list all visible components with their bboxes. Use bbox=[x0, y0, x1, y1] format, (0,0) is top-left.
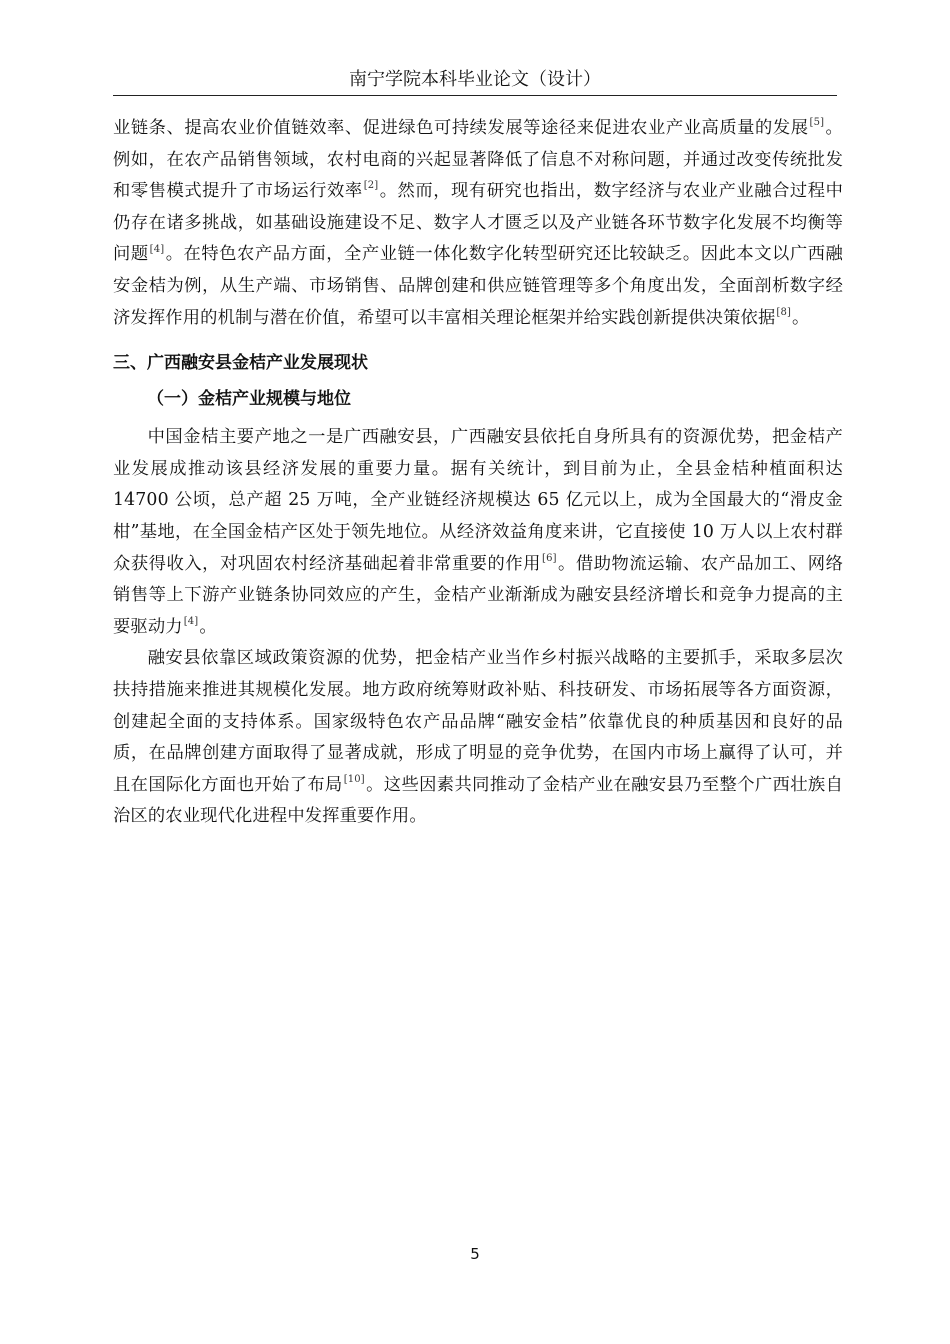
body-paragraph bbox=[113, 643, 843, 833]
paragraph-text: 中国金桔主要产地之一是广西融安县，广西融安县依托自身所具有的资源优势，把金桔产业发展成推动该县经济发展的重要力量。据有关统计，到目前为止，全县金桔种植面积达 14700 公顷，总产超 25 万吨，全产业链经济规模达 65 亿元以上，成为全国最大的“滑皮金柑”基地，在全国金桔产区处于领先地位。从经济效益角度来讲，它直接使 10 万人以上农村群众获得收入，对巩固农村经济基础起着非常重要的作用 bbox=[113, 427, 843, 574]
paragraph-text: 业链条、提高农业价值链效率、促进绿色可持续发展等途径来促进农业产业高质量的发展 bbox=[113, 118, 809, 138]
page-body bbox=[113, 113, 843, 833]
body-paragraph bbox=[113, 113, 843, 334]
citation-marker: [2] bbox=[363, 180, 379, 192]
section-heading: 三、广西融安县金桔产业发展现状 bbox=[113, 353, 368, 374]
citation-marker: [10] bbox=[343, 773, 365, 785]
running-header: 南宁学院本科毕业论文（设计） bbox=[349, 69, 601, 90]
subsection-heading: （一）金桔产业规模与地位 bbox=[147, 389, 351, 410]
paragraph-text: 。然而，现有研究也指出，数字经济与农业产业融合过程中仍存在诸多挑战，如基础设施建设不足、数字人才匮乏以及产业链各环节数字化发展不均衡等问题 bbox=[113, 181, 843, 265]
page-number: 5 bbox=[470, 1245, 480, 1263]
citation-marker: [6] bbox=[542, 552, 557, 564]
citation-marker: [4] bbox=[183, 615, 199, 627]
paragraph-text: 。借助物流运输、农产品加工、网络销售等上下游产业链条协同效应的产生，金桔产业渐渐成为融安县经济增长和竞争力提高的主要驱动力 bbox=[113, 553, 844, 637]
paragraph-text: 。例如，在农产品销售领域，农村电商的兴起显著降低了信息不对称问题，并通过改变传统批发和零售模式提升了市场运行效率 bbox=[113, 118, 843, 202]
citation-marker: [5] bbox=[809, 117, 825, 129]
paragraph-text: 融安县依靠区域政策资源的优势，把金桔产业当作乡村振兴战略的主要抓手，采取多层次扶持措施来推进其规模化发展。地方政府统筹财政补贴、科技研发、市场拓展等各方面资源，创建起全面的支持体系。国家级特色农产品品牌“融安金桔”依靠优良的种质基因和良好的品质，在品牌创建方面取得了显著成就，形成了明显的竞争优势，在国内市场上赢得了认可，并且在国际化方面也开始了布局 bbox=[113, 648, 843, 795]
citation-marker: [8] bbox=[776, 306, 792, 318]
paragraph-text: 。 bbox=[199, 616, 217, 637]
citation-marker: [4] bbox=[149, 243, 165, 255]
paragraph-text: 。这些因素共同推动了金桔产业在融安县乃至整个广西壮族自治区的农业现代化进程中发挥重要作用。 bbox=[113, 774, 843, 827]
paragraph-text: 。在特色农产品方面，全产业链一体化数字化转型研究还比较缺乏。因此本文以广西融安金桔为例，从生产端、市场销售、品牌创建和供应链管理等多个角度出发，全面剖析数字经济发挥作用的机制与潜在价值，希望可以丰富相关理论框架并给实践创新提供决策依据 bbox=[113, 244, 843, 328]
paragraph-text: 。 bbox=[792, 307, 810, 328]
body-paragraph bbox=[113, 422, 843, 643]
header-divider bbox=[113, 95, 837, 96]
